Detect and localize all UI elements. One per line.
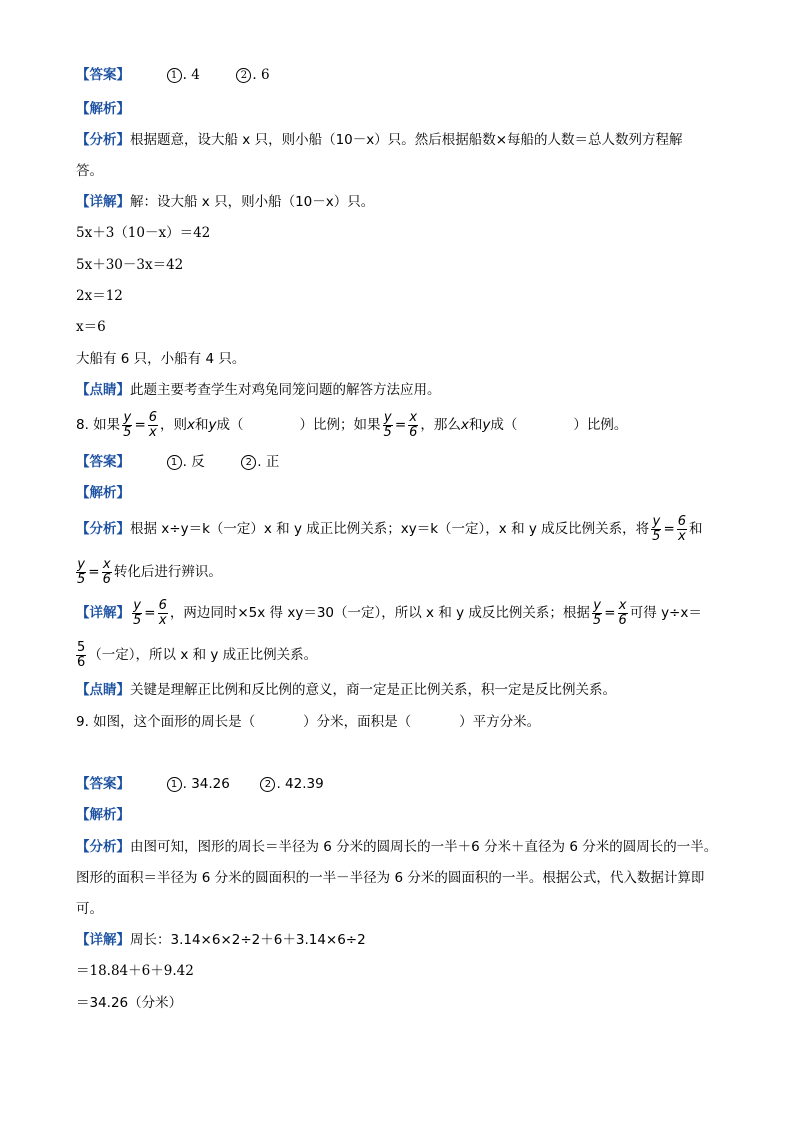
q7-xiangjie-line-1 <box>76 193 374 211</box>
q9-xiangjie-text-1: 周长：3.14×6×2÷2＋6＋3.14×6÷2 <box>130 932 366 948</box>
fraction-y-over-5 <box>132 599 142 628</box>
frac-den: 5 <box>77 571 86 587</box>
circled-number-2: 2 <box>236 68 251 83</box>
answer-value-1: 4 <box>191 67 200 83</box>
fraction-y-over-5 <box>76 558 86 587</box>
q7-answer-line: 【答案】 1 . 4 2 . 6 <box>76 67 270 83</box>
fraction-6-over-x <box>158 599 168 628</box>
fraction-x-over-6 <box>618 599 628 628</box>
fenxi-tag: 【分析】 <box>76 839 130 855</box>
frac-num: y <box>652 513 661 529</box>
q9-question-text: 9. 如图，这个面形的周长是（ <box>76 714 256 730</box>
var-x: x <box>460 417 469 433</box>
frac-den: 6 <box>618 612 627 628</box>
answer-tag: 【答案】 <box>76 67 130 83</box>
answer-value-2: 42.39 <box>285 776 324 792</box>
q9-xiangjie-line-1 <box>76 931 366 949</box>
fraction-y-over-5 <box>651 515 661 544</box>
frac-num: x <box>618 597 627 613</box>
q9-fenxi-line-2: 图形的面积＝半径为 6 分米的圆面积的一半－半径为 6 分米的圆面积的一半。根据公式，代入数据计算即 <box>76 870 705 886</box>
q7-equation-3: 2x＝12 <box>76 288 123 304</box>
xiangjie-tag: 【详解】 <box>76 605 130 621</box>
q9-fenxi-line-3: 可。 <box>76 901 103 917</box>
q8-text: ）比例；如果 <box>299 417 381 433</box>
frac-den: 5 <box>123 424 132 440</box>
equals-sign: = <box>604 605 616 621</box>
q7-equation-4: x＝6 <box>76 319 106 335</box>
q8-text: 和 <box>195 417 209 433</box>
q9-question-text: ）分米，面积是（ <box>303 714 412 730</box>
answer-value-1: 34.26 <box>191 776 230 792</box>
q7-dianjing-line <box>76 381 441 399</box>
q9-calc-line-2: ＝18.84＋6＋9.42 <box>76 963 194 979</box>
frac-den: x <box>149 424 157 440</box>
q9-question-text: ）平方分米。 <box>459 714 541 730</box>
q8-dianjing-line <box>76 681 616 699</box>
jiexi-heading: 【解析】 <box>76 101 130 117</box>
fraction-x-over-6 <box>102 558 112 587</box>
frac-num: 6 <box>158 597 167 613</box>
q8-dianjing-text: 关键是理解正比例和反比例的意义，商一定是正比例关系，积一定是反比例关系。 <box>130 682 616 698</box>
q8-text: ，那么 <box>420 417 461 433</box>
fraction-x-over-6 <box>408 411 418 440</box>
frac-num: 6 <box>677 513 687 529</box>
frac-num: y <box>133 597 141 613</box>
var-y: y <box>208 417 217 433</box>
jiexi-heading: 【解析】 <box>76 807 130 823</box>
equals-sign: = <box>134 417 146 433</box>
q7-fenxi-line-1 <box>76 131 683 149</box>
jiexi-heading: 【解析】 <box>76 485 130 501</box>
frac-num: y <box>77 556 85 572</box>
frac-den: 5 <box>592 612 602 628</box>
circled-number-1: 1 <box>167 68 182 83</box>
answer-value-2: 6 <box>260 67 270 83</box>
fraction-6-over-x <box>677 515 687 544</box>
q7-dianjing-text: 此题主要考查学生对鸡兔同笼问题的解答方法应用。 <box>130 382 441 398</box>
frac-den: 6 <box>77 654 86 670</box>
q9-answer-line: 【答案】 1 . 34.26 2 . 42.39 <box>76 776 324 792</box>
q8-xiangjie-text-2: （一定），所以 x 和 y 成正比例关系。 <box>88 647 318 663</box>
frac-num: y <box>383 409 392 425</box>
q8-text: ）比例。 <box>573 417 628 433</box>
q8-fenxi-text-1a: 根据 x÷y＝k（一定）x 和 y 成正比例关系；xy＝k（一定），x 和 y 成反比例关系，将 <box>130 521 650 537</box>
q9-calc-line-3: ＝34.26（分米） <box>76 995 183 1011</box>
circled-number-2: 2 <box>260 777 275 792</box>
q7-fenxi-text-1: 根据题意，设大船 x 只，则小船（10－x）只。然后根据船数×每船的人数＝总人数列方程解 <box>130 132 683 148</box>
dianjing-tag: 【点睛】 <box>76 382 130 398</box>
q8-fenxi-line-1 <box>76 512 703 546</box>
fenxi-tag: 【分析】 <box>76 521 130 537</box>
answer-tag: 【答案】 <box>76 776 130 792</box>
fraction-y-over-5 <box>122 411 132 440</box>
frac-den: 5 <box>383 424 392 440</box>
frac-num: 6 <box>148 409 158 425</box>
answer-tag: 【答案】 <box>76 454 130 470</box>
fenxi-tag: 【分析】 <box>76 132 130 148</box>
frac-den: 5 <box>652 528 661 544</box>
q7-fenxi-line-2: 答。 <box>76 163 103 179</box>
equals-sign: = <box>144 605 156 621</box>
dianjing-tag: 【点睛】 <box>76 682 130 698</box>
q8-xiangjie-text-1a: ，两边同时×5x 得 xy＝30（一定），所以 x 和 y 成反比例关系；根据 <box>169 605 590 621</box>
frac-den: 5 <box>133 612 142 628</box>
q7-conclusion: 大船有 6 只，小船有 4 只。 <box>76 351 246 367</box>
frac-den: 6 <box>102 571 111 587</box>
q8-text: ，则 <box>160 417 188 433</box>
frac-den: x <box>158 612 167 628</box>
q7-equation-2: 5x＋30－3x＝42 <box>76 257 184 273</box>
q8-text: 成（ <box>216 417 244 433</box>
q8-text: 和 <box>468 417 483 433</box>
q9-question <box>76 713 540 731</box>
frac-num: 5 <box>77 639 86 655</box>
frac-num: y <box>593 597 601 613</box>
q8-xiangjie-text-1b: 可得 y÷x＝ <box>629 605 702 621</box>
circled-number-1: 1 <box>167 777 182 792</box>
fraction-6-over-x <box>148 411 158 440</box>
q8-xiangjie-line-2 <box>76 638 317 672</box>
xiangjie-tag: 【详解】 <box>76 194 130 210</box>
frac-num: x <box>409 409 418 425</box>
fraction-y-over-5 <box>383 411 393 440</box>
q8-fenxi-text-1b: 和 <box>689 521 703 537</box>
q7-equation-1: 5x＋3（10－x）＝42 <box>76 225 211 241</box>
var-x: x <box>187 417 196 433</box>
frac-den: 6 <box>409 424 418 440</box>
xiangjie-tag: 【详解】 <box>76 932 130 948</box>
fraction-y-over-5 <box>592 599 602 628</box>
circled-number-2: 2 <box>241 455 256 470</box>
equals-sign: = <box>88 564 100 580</box>
equals-sign: = <box>663 521 675 537</box>
equals-sign: = <box>394 417 407 433</box>
answer-value-2: 正 <box>265 454 280 470</box>
circled-number-1: 1 <box>167 455 182 470</box>
frac-den: x <box>678 528 686 544</box>
q8-text: 成（ <box>490 417 518 433</box>
fraction-5-over-6 <box>76 641 86 670</box>
answer-value-1: 反 <box>191 454 205 470</box>
q9-fenxi-line-1 <box>76 838 717 856</box>
q8-fenxi-line-2 <box>76 555 222 589</box>
q8-number: 8. 如果 <box>76 417 121 433</box>
q8-xiangjie-line-1 <box>76 596 702 630</box>
q7-xiangjie-text-1: 解：设大船 x 只，则小船（10－x）只。 <box>130 194 375 210</box>
var-y: y <box>482 417 491 433</box>
frac-num: y <box>123 409 132 425</box>
q8-answer-line: 【答案】 1 . 反 2 . 正 <box>76 454 280 470</box>
q8-fenxi-text-2: 转化后进行辨识。 <box>113 564 222 580</box>
q9-fenxi-text-1: 由图可知，图形的周长＝半径为 6 分米的圆周长的一半＋6 分米＋直径为 6 分米的圆周长的一半。 <box>130 839 718 855</box>
frac-num: x <box>102 556 111 572</box>
q8-question <box>76 408 627 442</box>
